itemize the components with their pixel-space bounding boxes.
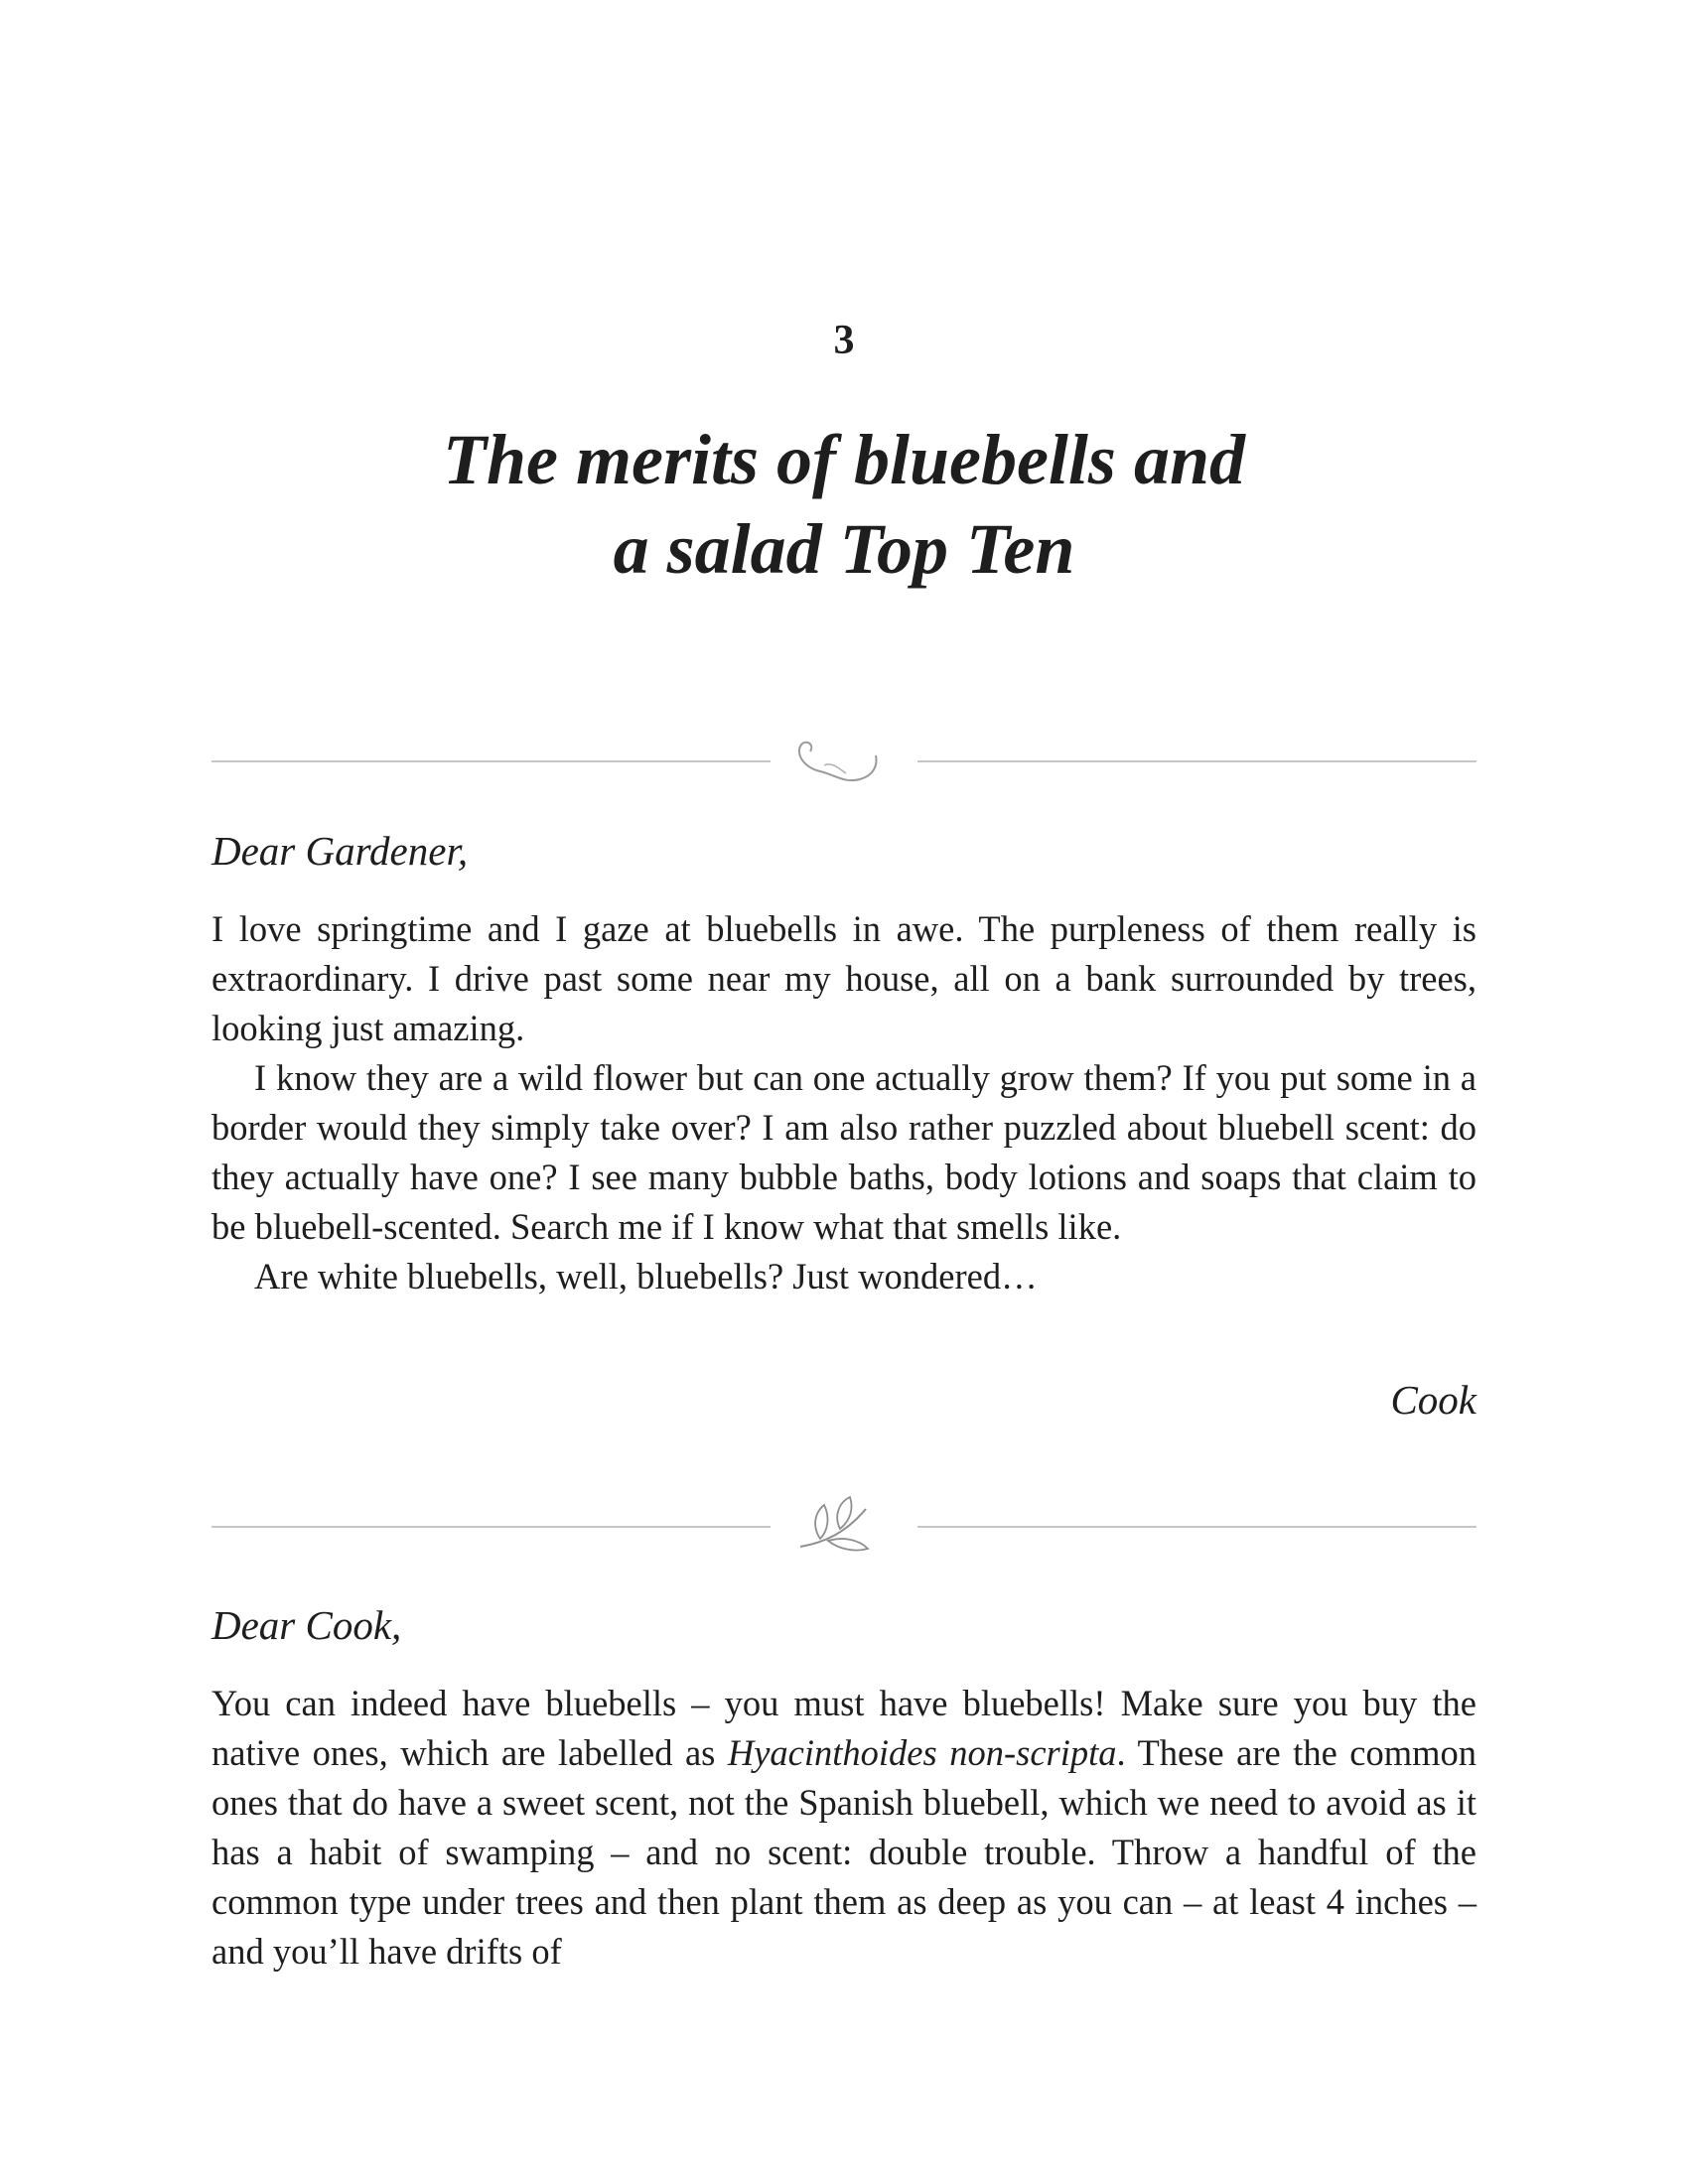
salutation-dear-gardener: Dear Gardener,: [211, 828, 469, 874]
letter-paragraph: I love springtime and I gaze at bluebells in awe. The purpleness of them really is extraordinary. I drive past some near my house, all on a bank surrounded by trees, looking just amazing.: [211, 908, 1477, 1048]
middle-divider: [211, 1491, 1477, 1561]
salutation-dear-cook: Dear Cook,: [211, 1602, 402, 1648]
chapter-title-line-1: The merits of bluebells and: [443, 420, 1245, 499]
chapter-title: [211, 415, 1477, 594]
chapter-title-line-2: a salad Top Ten: [613, 509, 1075, 589]
leaf-sprig-icon: [784, 1491, 904, 1561]
latin-name: Hyacinthoides non-scripta: [727, 1732, 1117, 1773]
letter-paragraph: [211, 1679, 1477, 1977]
divider-rule-left: [211, 1526, 771, 1528]
top-divider: [211, 726, 1477, 795]
letter-paragraph: I know they are a wild flower but can one actually grow them? If you put some in a border would they simply take over? I am also rather puzzled about bluebell scent: do they actually have one? I see many bubble baths, body lotions and soaps that claim to be bluebell-scented. Search me if I know what that smells like.: [211, 1057, 1477, 1247]
letter-from-gardener: [211, 1679, 1477, 1977]
signature-cook: Cook: [1390, 1377, 1477, 1423]
divider-rule-right: [917, 1526, 1477, 1528]
divider-rule-right: [917, 760, 1477, 762]
letter-paragraph: Are white bluebells, well, bluebells? Just wondered…: [254, 1256, 1038, 1297]
text-after-latin-name: . These are the common ones that do have a sweet scent, not the Spanish bluebell, which we need to avoid as it has a habit of swamping – and no scent: double trouble. Throw a handful of the common type under trees and then plant them as deep as you can – at least 4 inches – and you’ll have drifts of: [211, 1732, 1477, 1972]
letter-from-cook: [211, 904, 1477, 1301]
divider-rule-left: [211, 760, 771, 762]
text-before-latin-name: You can indeed have bluebells – you must have bluebells! Make sure you buy the native ones, which are labelled as: [211, 1683, 1477, 1773]
swirl-ornament-icon: [784, 726, 904, 795]
chapter-number: 3: [833, 318, 855, 363]
book-page: [211, 0, 1477, 2184]
